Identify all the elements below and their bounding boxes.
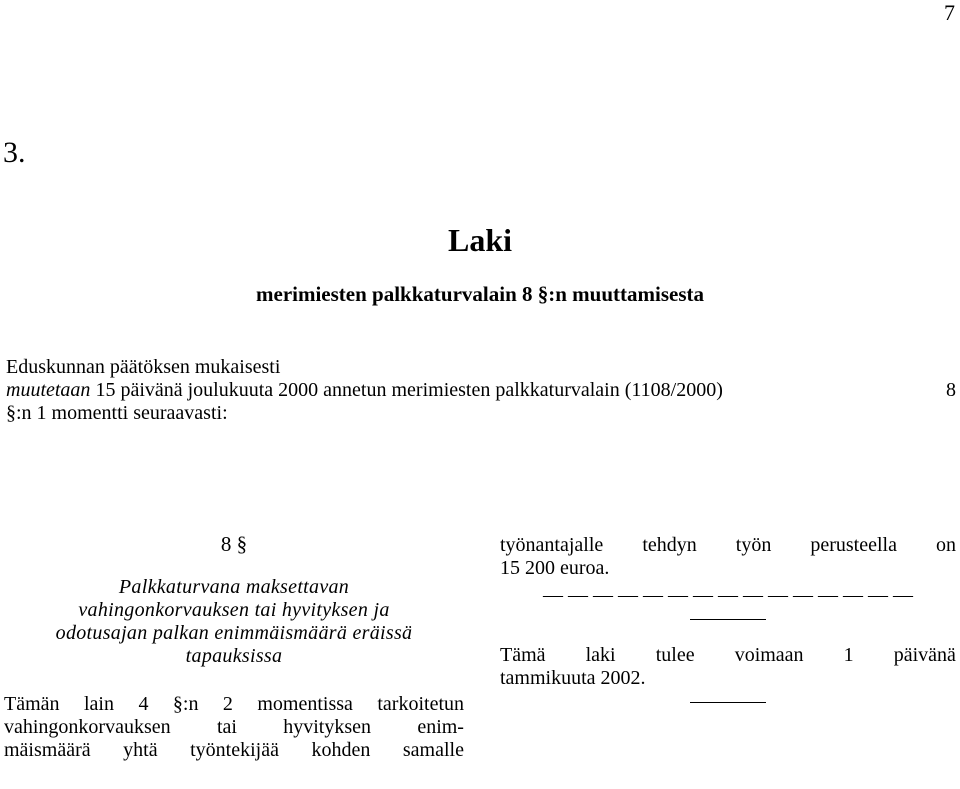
word: mäismäärä xyxy=(4,739,91,761)
section-heading-line: Palkkaturvana maksettavan xyxy=(118,576,350,598)
word: laki xyxy=(585,644,616,666)
section-number: 3. xyxy=(3,136,26,169)
word: tehdyn xyxy=(642,534,697,556)
word: perusteella xyxy=(810,534,897,556)
word: työn xyxy=(735,534,772,556)
word: vahingonkorvauksen xyxy=(4,716,171,738)
word: 1 xyxy=(843,644,854,666)
word: voimaan xyxy=(734,644,804,666)
section-body xyxy=(4,693,464,762)
word: enim- xyxy=(417,716,464,738)
section-body-line xyxy=(4,739,464,762)
law-subtitle: merimiesten palkkaturvalain 8 §:n muuttamisesta xyxy=(256,282,704,306)
short-rule xyxy=(690,702,766,703)
word: työntekijää xyxy=(190,739,279,761)
entry-into-force-line xyxy=(500,644,956,667)
amount-line: 15 200 euroa. xyxy=(500,557,610,579)
preamble-line-2-text xyxy=(6,379,723,402)
word: tarkoitetun xyxy=(377,693,464,715)
word: työnantajalle xyxy=(500,534,604,556)
section-body-line xyxy=(4,693,464,716)
law-title: Laki xyxy=(447,222,513,258)
preamble-line-2-rest: 15 päivänä joulukuuta 2000 annetun merimiesten palkkaturvalain (1108/2000) xyxy=(95,379,723,401)
page-number: 7 xyxy=(944,0,955,25)
word: Tämän xyxy=(4,693,60,715)
word: kohden xyxy=(311,739,371,761)
preamble-verb: muutetaan xyxy=(6,379,91,401)
word: 2 xyxy=(222,693,233,715)
word: momentissa xyxy=(257,693,353,715)
word: hyvityksen xyxy=(283,716,372,738)
entry-into-force-date: tammikuuta 2002. xyxy=(500,667,646,689)
word: 4 xyxy=(138,693,149,715)
section-heading-line: vahingonkorvauksen tai hyvityksen ja xyxy=(78,599,390,621)
right-column-line xyxy=(500,534,956,557)
preamble-line-3: §:n 1 momentti seuraavasti: xyxy=(6,402,228,424)
word: päivänä xyxy=(893,644,956,666)
section-heading-number: 8 § xyxy=(220,532,248,556)
word: samalle xyxy=(402,739,464,761)
word: Tämä xyxy=(500,644,546,666)
word: tai xyxy=(216,716,237,738)
rule-spacer xyxy=(500,690,956,702)
word: §:n xyxy=(172,693,199,715)
word: tulee xyxy=(655,644,695,666)
section-heading-line: odotusajan palkan enimmäismäärä eräissä xyxy=(55,622,413,644)
preamble-line-2-end: 8 xyxy=(946,379,956,401)
section-column xyxy=(4,530,464,762)
spacer xyxy=(500,620,956,644)
preamble-line-2 xyxy=(6,379,956,402)
section-heading-line: tapauksissa xyxy=(185,645,283,667)
section-heading xyxy=(4,576,464,668)
dashed-separator: — — — — — — — — — — — — — — — xyxy=(543,584,913,606)
word: yhtä xyxy=(123,739,158,761)
rule-spacer xyxy=(500,607,956,619)
word: lain xyxy=(83,693,114,715)
right-column xyxy=(500,534,956,703)
section-body-line xyxy=(4,716,464,739)
preamble-line-1: Eduskunnan päätöksen mukaisesti xyxy=(6,356,281,378)
word: on xyxy=(935,534,956,556)
preamble xyxy=(6,356,956,425)
